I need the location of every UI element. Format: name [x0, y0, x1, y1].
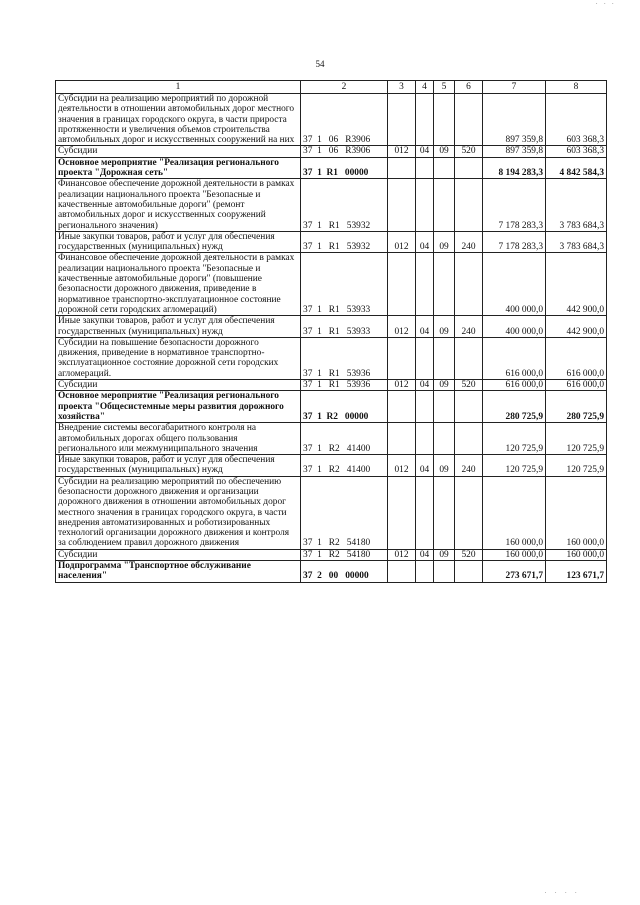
section-code: 04 [416, 231, 434, 253]
amount-year-1: 897 359,8 [483, 146, 546, 157]
expense-type-code [455, 476, 483, 549]
section-code [416, 179, 434, 231]
budget-code: 37 1 R2 54180 [301, 549, 388, 560]
amount-year-2: 442 900,0 [546, 316, 607, 338]
header-cell: 5 [434, 81, 455, 94]
section-code [416, 476, 434, 549]
header-cell: 1 [56, 81, 301, 94]
ministry-code: 012 [388, 380, 416, 391]
amount-year-1: 160 000,0 [483, 549, 546, 560]
expense-type-code [455, 337, 483, 379]
section-code: 04 [416, 549, 434, 560]
expense-type-code [455, 561, 483, 583]
expense-type-code [455, 391, 483, 423]
subsection-code: 09 [434, 231, 455, 253]
ministry-code: 012 [388, 146, 416, 157]
ministry-code [388, 561, 416, 583]
amount-year-2: 120 725,9 [546, 423, 607, 455]
amount-year-1: 7 178 283,3 [483, 179, 546, 231]
amount-year-2: 616 000,0 [546, 337, 607, 379]
row-description: Субсидии [56, 549, 301, 560]
expense-type-code: 240 [455, 455, 483, 477]
amount-year-1: 120 725,9 [483, 423, 546, 455]
table-row [56, 157, 607, 179]
row-description: Внедрение системы весогабаритного контроля на автомобильных дорогах общего пользования регионального или межмуниципального значения [56, 423, 301, 455]
budget-code: 37 1 R2 41400 [301, 423, 388, 455]
section-code [416, 157, 434, 179]
amount-year-2: 120 725,9 [546, 455, 607, 477]
table-row [56, 337, 607, 379]
subsection-code: 09 [434, 316, 455, 338]
amount-year-1: 8 194 283,3 [483, 157, 546, 179]
subsection-code [434, 423, 455, 455]
amount-year-1: 616 000,0 [483, 380, 546, 391]
budget-code: 37 1 R1 53933 [301, 316, 388, 338]
subsection-code: 09 [434, 380, 455, 391]
table-row [56, 455, 607, 477]
ministry-code [388, 423, 416, 455]
expense-type-code: 240 [455, 231, 483, 253]
subsection-code [434, 337, 455, 379]
amount-year-2: 603 368,3 [546, 146, 607, 157]
amount-year-2: 603 368,3 [546, 94, 607, 146]
budget-code: 37 1 06 R3906 [301, 94, 388, 146]
row-description: Субсидии на повышение безопасности дорожного движения, приведение в нормативное транспортно-эксплуатационное состояние дорожной сети городских агломераций. [56, 337, 301, 379]
amount-year-1: 7 178 283,3 [483, 231, 546, 253]
amount-year-1: 120 725,9 [483, 455, 546, 477]
header-cell: 6 [455, 81, 483, 94]
budget-code: 37 1 R2 00000 [301, 391, 388, 423]
expense-type-code [455, 157, 483, 179]
amount-year-2: 123 671,7 [546, 561, 607, 583]
subsection-code [434, 391, 455, 423]
amount-year-2: 280 725,9 [546, 391, 607, 423]
table-row [56, 231, 607, 253]
table-row [56, 316, 607, 338]
subsection-code: 09 [434, 146, 455, 157]
expense-type-code [455, 179, 483, 231]
row-description: Иные закупки товаров, работ и услуг для обеспечения государственных (муниципальных) нужд [56, 316, 301, 338]
amount-year-1: 897 359,8 [483, 94, 546, 146]
section-code [416, 561, 434, 583]
subsection-code [434, 94, 455, 146]
expense-type-code: 520 [455, 549, 483, 560]
expense-type-code: 240 [455, 316, 483, 338]
ministry-code [388, 179, 416, 231]
budget-code: 37 1 R1 53933 [301, 253, 388, 316]
row-description: Субсидии на реализацию мероприятий по обеспечению безопасности дорожного движения и организации дорожного движения в отношении автомобильных дорог местного значения в границах городского округа, в части внедрения автоматизированных и роботизированных технологий организации дорожного движения и контроля за соблюдением правил дорожного движения [56, 476, 301, 549]
section-code [416, 337, 434, 379]
budget-code: 37 1 R1 00000 [301, 157, 388, 179]
ministry-code [388, 253, 416, 316]
amount-year-1: 616 000,0 [483, 337, 546, 379]
section-code [416, 391, 434, 423]
budget-table [55, 80, 607, 583]
ministry-code [388, 391, 416, 423]
budget-code: 37 1 06 R3906 [301, 146, 388, 157]
ministry-code [388, 476, 416, 549]
header-cell: 3 [388, 81, 416, 94]
budget-code: 37 1 R1 53936 [301, 337, 388, 379]
budget-code: 37 1 R1 53932 [301, 231, 388, 253]
amount-year-1: 280 725,9 [483, 391, 546, 423]
budget-code: 37 1 R1 53936 [301, 380, 388, 391]
table-row [56, 94, 607, 146]
subsection-code [434, 561, 455, 583]
section-code: 04 [416, 455, 434, 477]
ministry-code: 012 [388, 549, 416, 560]
ministry-code [388, 157, 416, 179]
ministry-code: 012 [388, 231, 416, 253]
amount-year-2: 160 000,0 [546, 549, 607, 560]
row-description: Субсидии [56, 380, 301, 391]
table-row [56, 179, 607, 231]
subsection-code [434, 476, 455, 549]
header-cell: 8 [546, 81, 607, 94]
budget-code: 37 1 R2 54180 [301, 476, 388, 549]
row-description: Иные закупки товаров, работ и услуг для обеспечения государственных (муниципальных) нужд [56, 455, 301, 477]
row-description: Основное мероприятие "Реализация регионального проекта "Дорожная сеть" [56, 157, 301, 179]
section-code [416, 94, 434, 146]
table-row [56, 423, 607, 455]
expense-type-code [455, 423, 483, 455]
table-row [56, 476, 607, 549]
budget-code: 37 2 00 00000 [301, 561, 388, 583]
ministry-code: 012 [388, 455, 416, 477]
table-row [56, 549, 607, 560]
expense-type-code: 520 [455, 380, 483, 391]
amount-year-1: 400 000,0 [483, 253, 546, 316]
subsection-code: 09 [434, 549, 455, 560]
amount-year-2: 4 842 584,3 [546, 157, 607, 179]
expense-type-code [455, 253, 483, 316]
subsection-code [434, 179, 455, 231]
subsection-code [434, 253, 455, 316]
row-description: Подпрограмма "Транспортное обслуживание населения" [56, 561, 301, 583]
ministry-code [388, 337, 416, 379]
budget-code: 37 1 R2 41400 [301, 455, 388, 477]
row-description: Иные закупки товаров, работ и услуг для обеспечения государственных (муниципальных) нужд [56, 231, 301, 253]
row-description: Субсидии [56, 146, 301, 157]
scan-mark-top: · · · [595, 0, 616, 8]
section-code: 04 [416, 146, 434, 157]
row-description: Финансовое обеспечение дорожной деятельности в рамках реализации национального проекта "Безопасные и качественные автомобильные дороги" (повышение безопасности дорожного движения, приведение в нормативное транспортно-эксплуатационное состояние дорожной сети городских агломераций) [56, 253, 301, 316]
amount-year-1: 273 671,7 [483, 561, 546, 583]
amount-year-2: 3 783 684,3 [546, 179, 607, 231]
amount-year-1: 160 000,0 [483, 476, 546, 549]
expense-type-code [455, 94, 483, 146]
amount-year-2: 616 000,0 [546, 380, 607, 391]
budget-code: 37 1 R1 53932 [301, 179, 388, 231]
amount-year-1: 400 000,0 [483, 316, 546, 338]
section-code [416, 423, 434, 455]
table-row [56, 561, 607, 583]
header-cell: 4 [416, 81, 434, 94]
table-header-row [56, 81, 607, 94]
row-description: Основное мероприятие "Реализация регионального проекта "Общесистемные меры развития дорожного хозяйства" [56, 391, 301, 423]
row-description: Финансовое обеспечение дорожной деятельности в рамках реализации национального проекта "Безопасные и качественные автомобильные дороги" (ремонт автомобильных дорог и искусственных сооружений регионального значения) [56, 179, 301, 231]
ministry-code [388, 94, 416, 146]
expense-type-code: 520 [455, 146, 483, 157]
table-row [56, 253, 607, 316]
amount-year-2: 442 900,0 [546, 253, 607, 316]
amount-year-2: 160 000,0 [546, 476, 607, 549]
section-code: 04 [416, 380, 434, 391]
row-description: Субсидии на реализацию мероприятий по дорожной деятельности в отношении автомобильных дорог местного значения в границах городского округа, в части прироста протяженности и увеличения объемов строительства автомобильных дорог и искусственных сооружений на них [56, 94, 301, 146]
ministry-code: 012 [388, 316, 416, 338]
table-row [56, 380, 607, 391]
table-row [56, 391, 607, 423]
table-row [56, 146, 607, 157]
section-code: 04 [416, 316, 434, 338]
subsection-code [434, 157, 455, 179]
subsection-code: 09 [434, 455, 455, 477]
header-cell: 7 [483, 81, 546, 94]
scan-mark-bottom: · · · · [544, 889, 580, 897]
header-cell: 2 [301, 81, 388, 94]
amount-year-2: 3 783 684,3 [546, 231, 607, 253]
section-code [416, 253, 434, 316]
page-number: 54 [315, 59, 325, 69]
